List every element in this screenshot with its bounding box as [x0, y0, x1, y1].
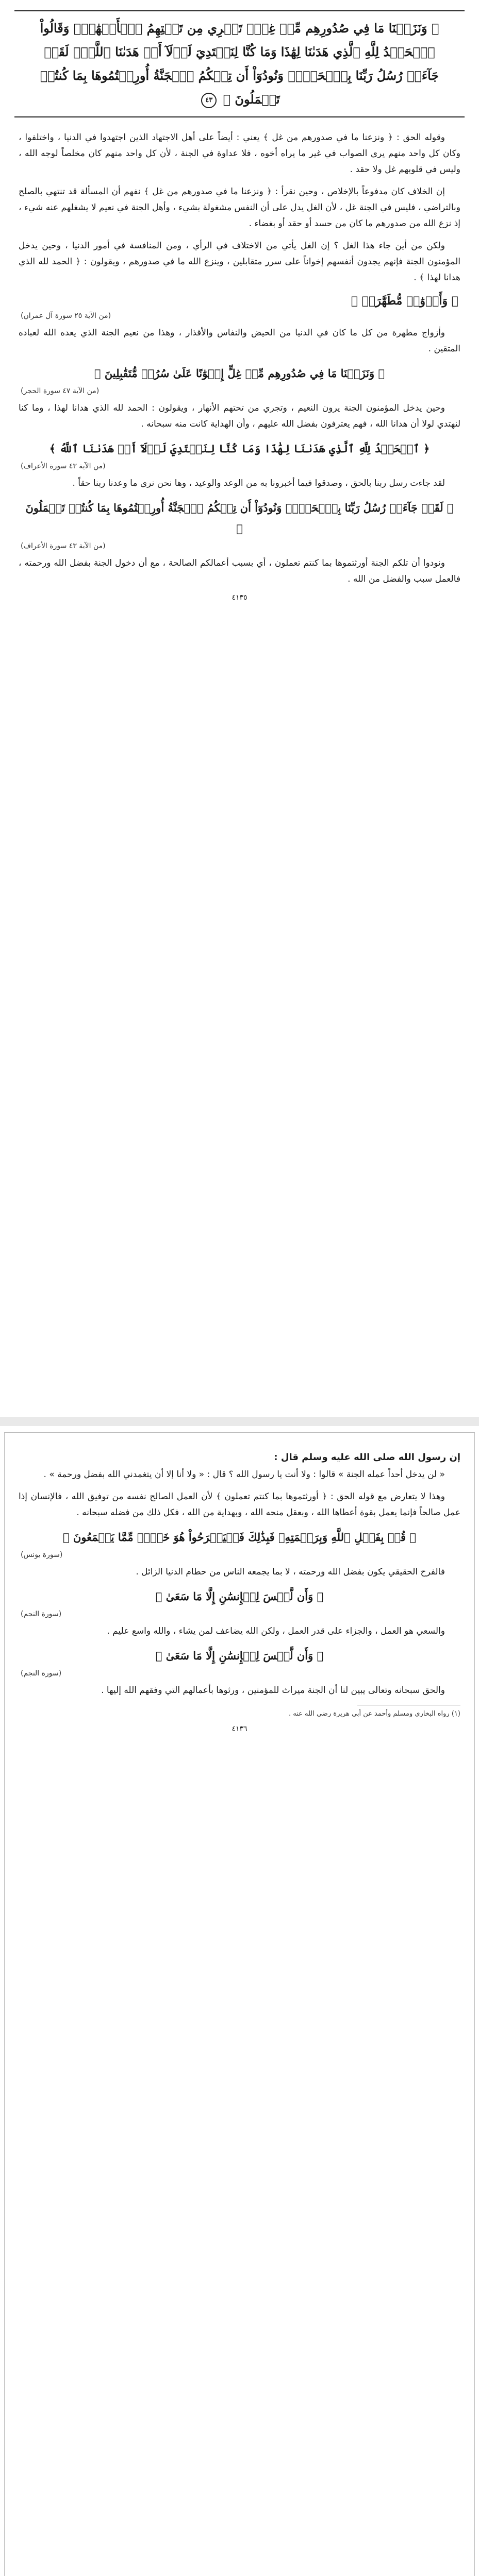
paragraph: والسعي هو العمل ، والجزاء على قدر العمل ، ولكن الله يضاعف لمن يشاء ، والله واسع عليم .	[107, 1626, 445, 1636]
page-divider	[0, 1417, 479, 1426]
paragraph: وقوله الحق : ﴿ ونزعنا ما في صدورهم من غل ﴾ يعني : أيضاً على أهل الاجتهاد الذين اجتهدوا في الدنيا ، واختلفوا ، وكان كل واحد منهم يرى الصواب في غير ما يراه أخوه ، فلا عداوة في الجنة ، لأن كل واحد منهم كان مخلصاً لوجه الله ، وليس في قلوبهم غل ولا حقد .	[19, 132, 460, 175]
inline-verse: ﴿ وَنَزَعۡنَا مَا فِي صُدُورِهِم مِّنۡ غِلٍّ إِخۡوَٰنًا عَلَىٰ سُرُرٖ مُّتَقَٰبِلِينَ ﴾	[94, 367, 385, 380]
inline-verse: ﴿ لَقَدۡ جَآءَتۡ رُسُلُ رَبِّنَا بِٱلۡحَقِّۖ وَنُودُوٓاْ أَن تِلۡكُمُ ٱلۡجَنَّةُ أُورِثۡتُمُوهَا بِمَا كُنتُمۡ تَعۡمَلُونَ ﴾	[25, 501, 454, 535]
paragraph: والحق سبحانه وتعالى يبين لنا أن الجنة ميراث للمؤمنين ، ورثوها بأعمالهم التي وفقهم الله إليها .	[101, 1685, 445, 1696]
verse-reference: (سورة يونس)	[21, 1551, 63, 1559]
paragraph: ونودوا أن تلكم الجنة أورثتموها بما كنتم تعملون ، أي بسبب أعمالكم الصالحة ، مع أن دخول الجنة بفضل الله ورحمته ، فالعمل سبب والفضل من الله .	[19, 558, 460, 584]
inline-verse: ﴿ ٱلۡحَمۡدُ لِلَّهِ ٱلَّذِي هَدَىٰنَا لِهَٰذَا وَمَا كُنَّا لِنَهۡتَدِيَ لَوۡلَآ أَنۡ هَدَىٰنَا ٱللَّهُ ﴾	[49, 442, 430, 455]
paragraph: وأزواج مطهرة من كل ما كان في الدنيا من الحيض والنفاس والأقذار ، وهذا من نعيم الجنة الذي يعده الله لعباده المتقين .	[19, 328, 460, 354]
footnote: (١) رواه البخاري ومسلم وأحمد عن أبي هريرة رضي الله عنه .	[288, 1710, 460, 1718]
intro-text: إن رسول الله صلى الله عليه وسلم قال :	[274, 1452, 460, 1463]
page-2	[0, 1432, 479, 2576]
hadith-text: « لن يدخل أحداً عمله الجنة » قالوا : ولا أنت يا رسول الله ؟ قال : « ولا أنا إلا أن يتغمدني الله بفضل ورحمة » .	[43, 1469, 445, 1480]
paragraph: وهذا لا يتعارض مع قوله الحق : ﴿ أورثتموها بما كنتم تعملون ﴾ لأن العمل الصالح نفسه من توفيق الله ، فالإنسان إذا عمل صالحاً فإنما يعمل بقوة أعطاها الله ، وبعقل منحه الله ، وبهداية من الله ، فكل ذلك من فضله سبحانه .	[19, 1492, 460, 1518]
page-number: ٤١٣٥	[232, 594, 247, 602]
paragraph: فالفرح الحقيقي يكون بفضل الله ورحمته ، لا بما يجمعه الناس من حطام الدنيا الزائل .	[136, 1567, 445, 1577]
section-heading: ﴿ وَأَزۡوَٰجٞ مُّطَهَّرَةٞ ﴾	[351, 294, 458, 308]
paragraph: وحين يدخل المؤمنون الجنة يرون النعيم ، وتجري من تحتهم الأنهار ، ويقولون : الحمد لله الذي هدانا لهذا ، وما كنا لنهتدي لولا أن هدانا الله ، فهم يعترفون بفضل الله عليهم ، وأن الهداية كانت منه سبحانه .	[19, 403, 460, 429]
paragraph: ولكن من أين جاء هذا الغل ؟ إن الغل يأتي من الاختلاف في الرأي ، ومن المنافسة في أمور الدنيا ، وحين يدخل المؤمنون الجنة فإنهم يجدون أنفسهم إخواناً على سرر متقابلين ، وينزع الله ما في صدورهم ، ويقولون : ﴿ الحمد لله الذي هدانا لهذا ﴾ .	[19, 241, 460, 283]
inline-verse: ﴿ وَأَن لَّيۡسَ لِلۡإِنسَٰنِ إِلَّا مَا سَعَىٰ ﴾	[155, 1590, 324, 1603]
verse-reference: (من الآية ٢٥ سورة آل عمران)	[21, 312, 111, 320]
paragraph: إن الخلاف كان مدفوعاً بالإخلاص ، وحين نقرأ : ﴿ ونزعنا ما في صدورهم من غل ﴾ نفهم أن المسألة قد تنتهي بالصلح وبالتراضي ، فليس في الجنة غل ، لأن الغل يدل على أن النفس مشغولة بشيء ، وأهل الجنة في نعيم لا يشغلهم عنه شيء ، إذ نزع الله من صدورهم ما كان من حسد أو حقد أو بغضاء .	[19, 187, 460, 229]
verse-reference: (سورة النجم)	[21, 1669, 62, 1677]
verse-reference: (سورة النجم)	[21, 1610, 62, 1618]
verse-reference: (من الآية ٤٧ سورة الحجر)	[21, 387, 100, 395]
inline-verse: ﴿ قُلۡ بِفَضۡلِ ٱللَّهِ وَبِرَحۡمَتِهِۦ فَبِذَٰلِكَ فَلۡيَفۡرَحُواْ هُوَ خَيۡرٞ مِّمَّا يَجۡمَعُونَ ﴾	[63, 1531, 416, 1544]
verse-reference: (من الآية ٤٣ سورة الأعراف)	[21, 542, 106, 550]
paragraph: لقد جاءت رسل ربنا بالحق ، وصدقوا فيما أخبرونا به من الوعد والوعيد ، وها نحن نرى ما وعدنا ربنا حقاً .	[72, 478, 445, 488]
verse-text: ﴿ وَنَزَعۡنَا مَا فِي صُدُورِهِم مِّنۡ غِلّٖ تَجۡرِي مِن تَحۡتِهِمُ ٱلۡأَنۡهَٰرُۖ وَقَالُواْ ٱلۡحَمۡدُ لِلَّهِ ٱلَّذِي هَدَىٰنَا لِهَٰذَا وَمَا كُنَّا لِنَهۡتَدِيَ لَوۡلَآ أَنۡ هَدَىٰنَا ٱللَّهُۖ لَقَدۡ جَآءَتۡ رُسُلُ رَبِّنَا بِٱلۡحَقِّۖ وَنُودُوٓاْ أَن تِلۡكُمُ ٱلۡجَنَّةُ أُورِثۡتُمُوهَا بِمَا كُنتُمۡ تَعۡمَلُونَ ﴾	[40, 21, 439, 107]
verse-block-top	[14, 10, 465, 117]
page-frame	[4, 1432, 475, 2576]
ayah-number-mark: ٤٣	[201, 93, 217, 108]
page-number: ٤١٣٦	[232, 1725, 247, 1733]
verse-reference: (من الآية ٤٣ سورة الأعراف)	[21, 462, 106, 470]
inline-verse: ﴿ وَأَن لَّيۡسَ لِلۡإِنسَٰنِ إِلَّا مَا سَعَىٰ ﴾	[155, 1649, 324, 1662]
